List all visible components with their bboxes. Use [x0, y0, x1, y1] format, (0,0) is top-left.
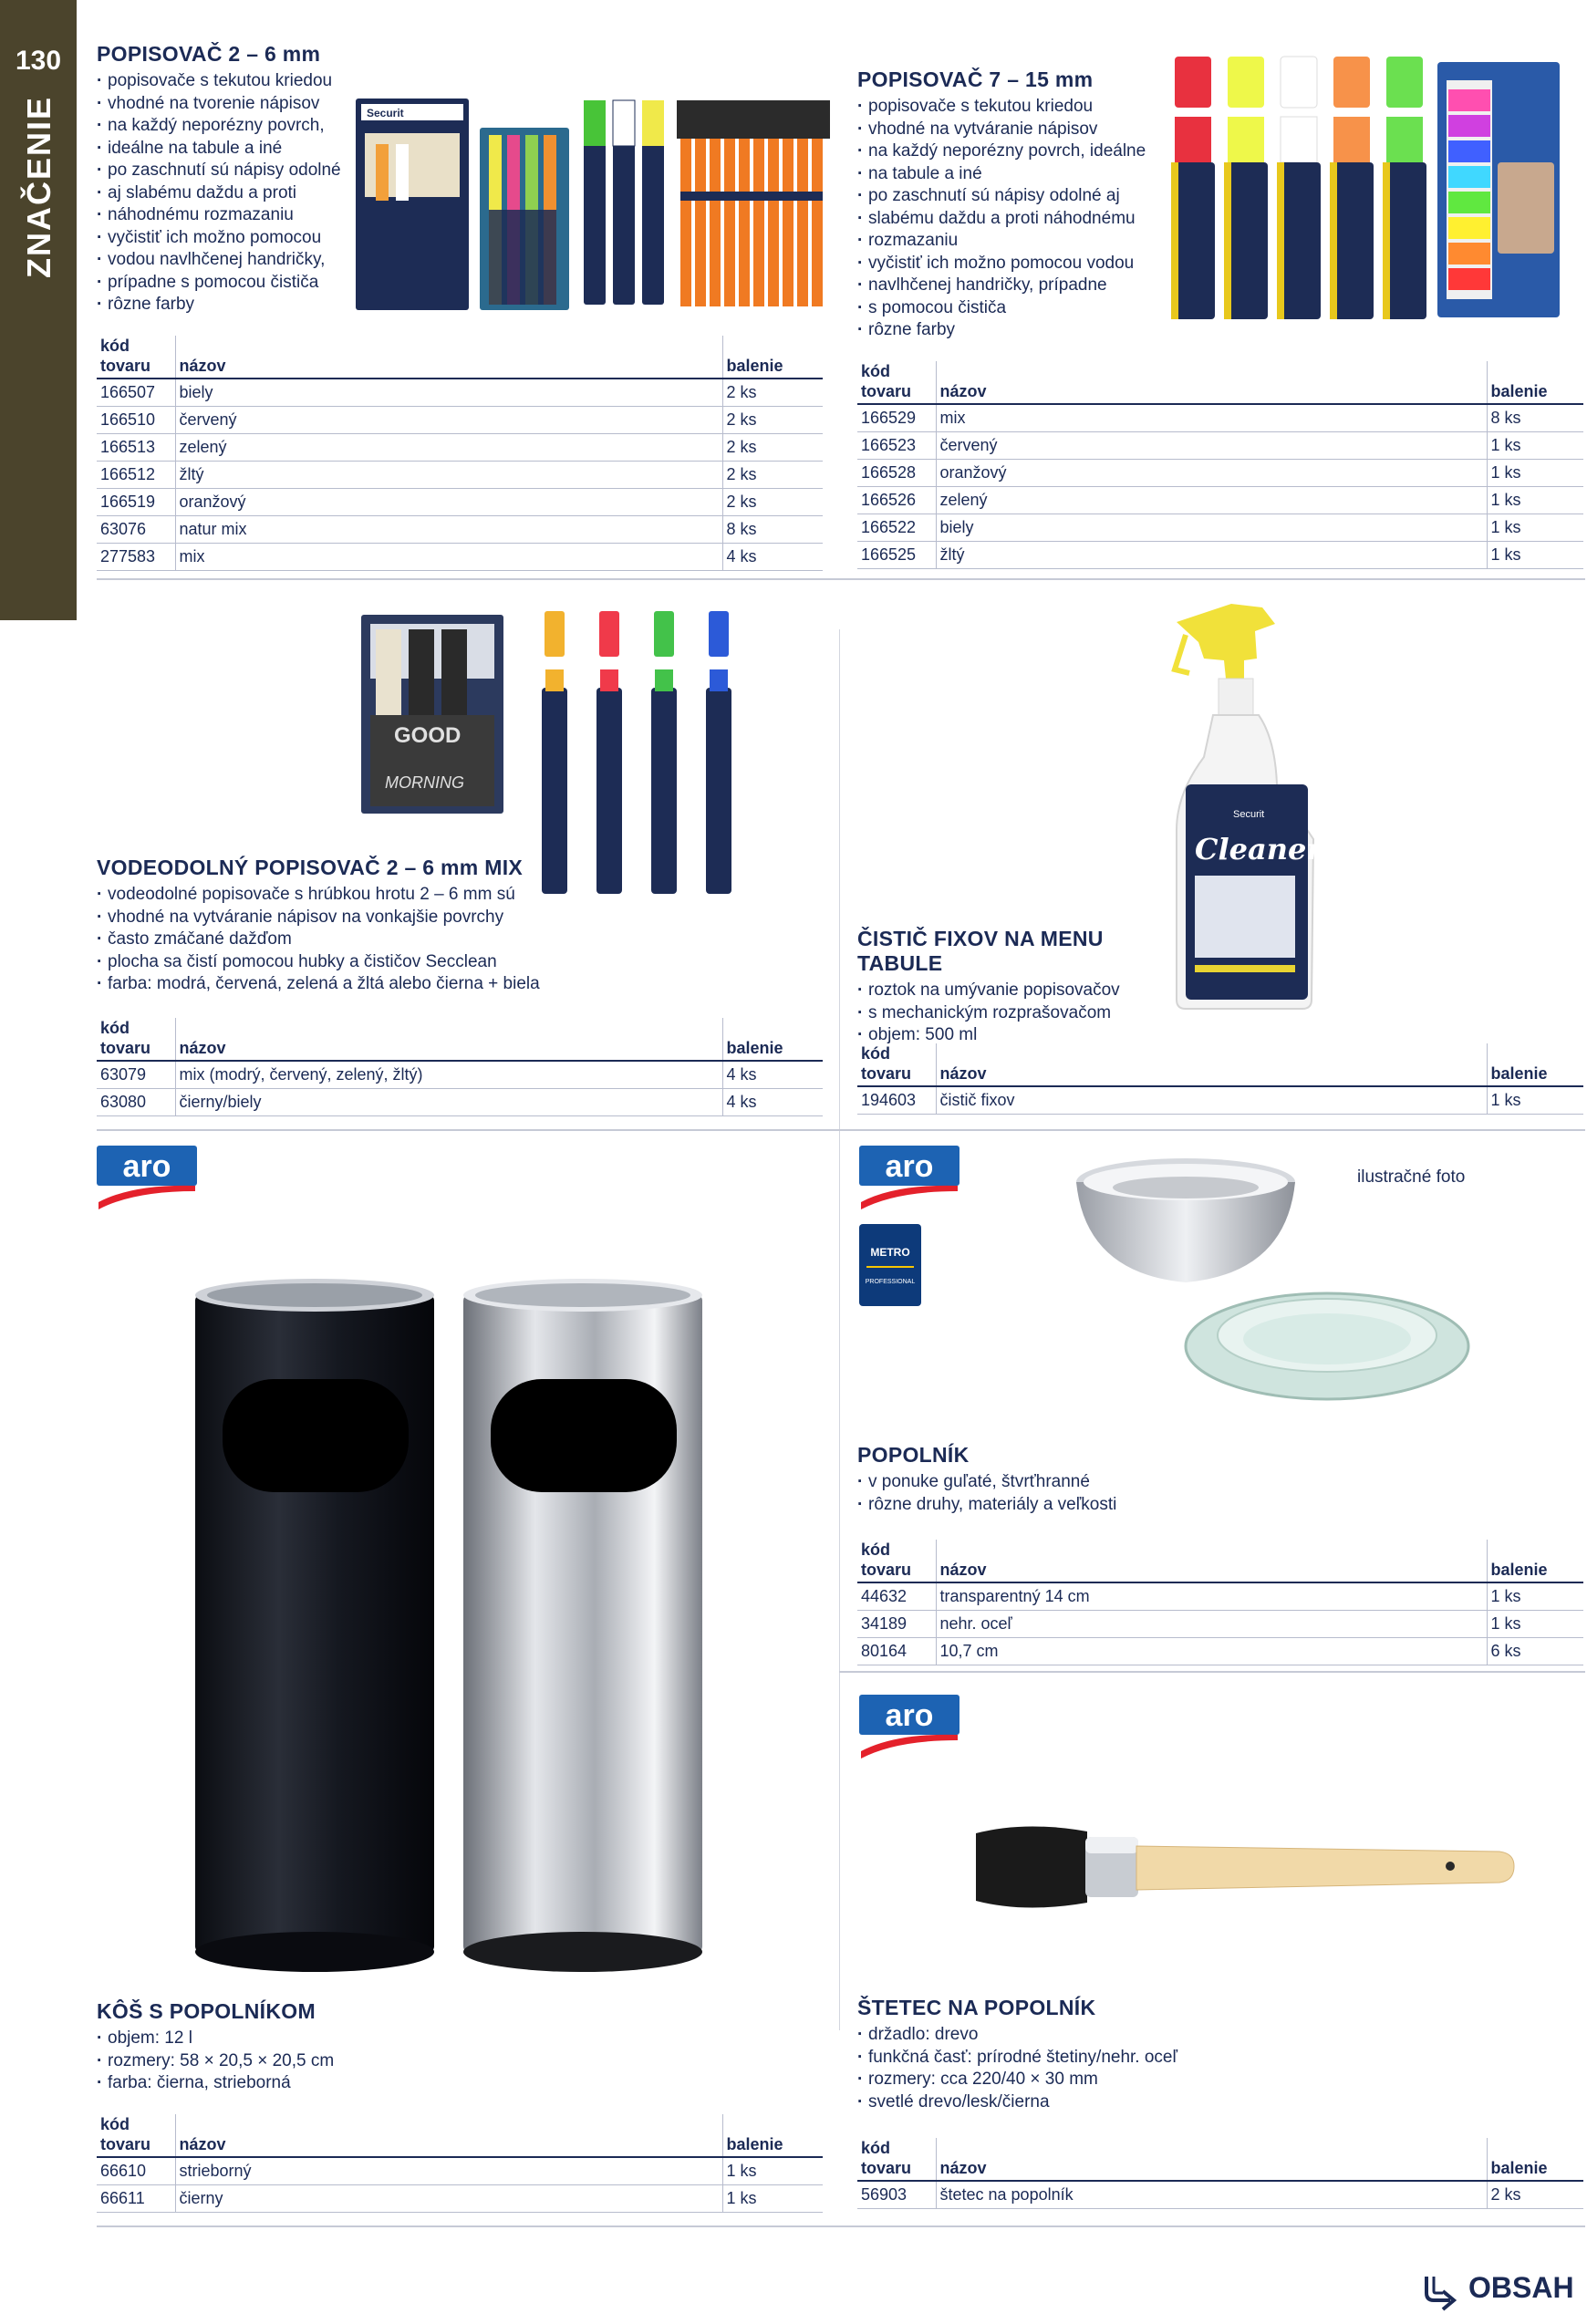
- table-row: [857, 404, 1583, 432]
- table-row: [857, 1638, 1583, 1665]
- bullet-cont: · navlhčenej handričky, prípadne: [857, 275, 1158, 297]
- product-ashtray: [857, 1443, 1313, 1516]
- cell-pack: 1 ks: [1487, 1582, 1583, 1611]
- divider: [97, 1129, 1585, 1131]
- metro-logo: [859, 1224, 921, 1306]
- product-title: POPISOVAČ 2 – 6 mm: [97, 42, 321, 66]
- cleaner-bottle-image: [1167, 602, 1322, 1012]
- contents-label: OBSAH: [1468, 2271, 1574, 2304]
- illustrative-photo-note: ilustračné foto: [1357, 1167, 1466, 1187]
- cell-code: 194603: [857, 1086, 936, 1115]
- table-row: [97, 1061, 823, 1089]
- bullet-cont: · na každý neporézny povrch, ideálne: [857, 140, 1158, 163]
- cell-pack: 2 ks: [722, 434, 823, 462]
- cell-pack: 1 ks: [1487, 1086, 1583, 1115]
- cell-pack: 8 ks: [1487, 404, 1583, 432]
- cell-code: 166528: [857, 460, 936, 487]
- bullet-cont: · rozmazaniu: [857, 230, 1158, 253]
- cell-name: nehr. oceľ: [936, 1611, 1487, 1638]
- product-title: POPISOVAČ 7 – 15 mm: [857, 67, 1094, 91]
- table-row: [97, 516, 823, 544]
- cell-name: mix (modrý, červený, zelený, žltý): [175, 1061, 722, 1089]
- cell-code: 166513: [97, 434, 175, 462]
- product-bullets: [857, 1471, 1313, 1516]
- cell-name: zelený: [936, 487, 1487, 514]
- table-row: [97, 434, 823, 462]
- bullet: · rôzne druhy, materiály a veľkosti: [857, 1494, 1313, 1517]
- product-bullets: [857, 96, 1158, 342]
- column-divider: [839, 629, 840, 2030]
- table-row: [857, 487, 1583, 514]
- brush-image: [970, 1815, 1518, 1925]
- table-row: [857, 1611, 1583, 1638]
- cell-name: žltý: [936, 542, 1487, 569]
- product-table-waterproof: [97, 1018, 823, 1116]
- marker-7-15-image: [1169, 53, 1561, 327]
- bullet: · funkčná časť: prírodné štetiny/nehr. oceľ: [857, 2047, 1332, 2070]
- cell-code: 56903: [857, 2181, 936, 2209]
- col-pack: balenie: [1487, 1043, 1583, 1086]
- bullet: · objem: 500 ml: [857, 1024, 1167, 1047]
- bullet-cont: · s pomocou čističa: [857, 297, 1158, 320]
- bullet-cont: · aj slabému daždu a proti: [97, 182, 352, 205]
- bullet: · popisovače s tekutou kriedou: [857, 96, 1158, 119]
- cell-name: čierny/biely: [175, 1089, 722, 1116]
- product-marker-2-6: [97, 42, 352, 316]
- cell-name: biely: [936, 514, 1487, 542]
- bullet: · v ponuke guľaté, štvrťhranné: [857, 1471, 1313, 1494]
- table-row: [97, 2157, 823, 2185]
- bullet: · po zaschnutí sú nápisy odolné: [97, 160, 352, 182]
- cell-code: 277583: [97, 544, 175, 571]
- cell-pack: 6 ks: [1487, 1638, 1583, 1665]
- product-bullets: [97, 70, 352, 316]
- product-table-marker-7-15: [857, 361, 1583, 569]
- cell-code: 63079: [97, 1061, 175, 1089]
- product-marker-7-15: [857, 67, 1158, 342]
- bullet: · popisovače s tekutou kriedou: [97, 70, 352, 93]
- bullet: · držadlo: drevo: [857, 2024, 1332, 2047]
- cell-code: 80164: [857, 1638, 936, 1665]
- return-arrow-icon: [1423, 2273, 1463, 2311]
- product-bullets: [97, 884, 790, 996]
- table-row: [857, 460, 1583, 487]
- cell-code: 166523: [857, 432, 936, 460]
- table-row: [857, 1582, 1583, 1611]
- svg-text:aro: aro: [122, 1149, 171, 1184]
- bullet: · rozmery: cca 220/40 × 30 mm: [857, 2069, 1332, 2091]
- cell-name: čierny: [175, 2185, 722, 2213]
- cell-code: 166525: [857, 542, 936, 569]
- product-bin: [97, 1999, 553, 2095]
- cell-code: 166529: [857, 404, 936, 432]
- col-code: kód tovaru: [857, 2138, 936, 2181]
- table-row: [857, 1086, 1583, 1115]
- bullet: · plocha sa čistí pomocou hubky a čističov Secclean: [97, 951, 790, 974]
- cell-code: 34189: [857, 1611, 936, 1638]
- bullet: · rozmery: 58 × 20,5 × 20,5 cm: [97, 2050, 553, 2073]
- product-table-ashtray: [857, 1540, 1583, 1665]
- col-pack: balenie: [1487, 2138, 1583, 2181]
- table-row: [97, 544, 823, 571]
- col-code: kód tovaru: [857, 361, 936, 404]
- col-pack: balenie: [1487, 361, 1583, 404]
- col-pack: balenie: [722, 1018, 823, 1061]
- cell-name: žltý: [175, 462, 722, 489]
- cell-pack: 1 ks: [722, 2157, 823, 2185]
- cell-pack: 1 ks: [1487, 432, 1583, 460]
- cell-pack: 2 ks: [722, 489, 823, 516]
- table-row: [97, 2185, 823, 2213]
- cell-pack: 1 ks: [1487, 487, 1583, 514]
- cell-name: červený: [175, 407, 722, 434]
- cell-pack: 4 ks: [722, 544, 823, 571]
- col-name: názov: [936, 1540, 1487, 1582]
- cell-name: oranžový: [175, 489, 722, 516]
- securit-label: Securit: [1233, 809, 1265, 820]
- cell-name: zelený: [175, 434, 722, 462]
- cell-code: 166519: [97, 489, 175, 516]
- cell-pack: 1 ks: [1487, 514, 1583, 542]
- divider: [839, 1671, 1585, 1673]
- cell-name: transparentný 14 cm: [936, 1582, 1487, 1611]
- col-code: kód tovaru: [857, 1540, 936, 1582]
- product-waterproof: [97, 856, 790, 996]
- table-row: [857, 514, 1583, 542]
- bullet-cont: · náhodnému rozmazaniu: [97, 204, 352, 227]
- product-bullets: [857, 2024, 1332, 2113]
- divider: [97, 2225, 1585, 2227]
- cell-name: 10,7 cm: [936, 1638, 1487, 1665]
- cell-name: biely: [175, 379, 722, 407]
- bullet: · po zaschnutí sú nápisy odolné aj: [857, 185, 1158, 208]
- col-pack: balenie: [1487, 1540, 1583, 1582]
- product-cleaner: [857, 927, 1167, 1047]
- cell-name: červený: [936, 432, 1487, 460]
- col-code: kód tovaru: [97, 2114, 175, 2157]
- bullet-cont: · na tabule a iné: [857, 163, 1158, 186]
- marker-2-6-image: [356, 91, 830, 315]
- section-label: ZNAČENIE: [20, 95, 57, 278]
- svg-text:aro: aro: [885, 1149, 934, 1184]
- cell-pack: 1 ks: [722, 2185, 823, 2213]
- cell-pack: 2 ks: [722, 407, 823, 434]
- cell-name: čistič fixov: [936, 1086, 1487, 1115]
- bullet-cont: · ideálne na tabule a iné: [97, 138, 352, 161]
- bullet: · rôzne farby: [857, 319, 1158, 342]
- col-pack: balenie: [722, 336, 823, 379]
- cell-pack: 8 ks: [722, 516, 823, 544]
- cell-name: mix: [936, 404, 1487, 432]
- svg-text:GOOD: GOOD: [394, 723, 462, 748]
- cell-pack: 4 ks: [722, 1089, 823, 1116]
- cell-code: 166526: [857, 487, 936, 514]
- cell-name: strieborný: [175, 2157, 722, 2185]
- product-table-marker-2-6: [97, 336, 823, 571]
- col-name: názov: [175, 2114, 722, 2157]
- aro-logo: [97, 1146, 197, 1209]
- cleaner-label: Cleaner: [1195, 832, 1322, 866]
- cell-name: mix: [175, 544, 722, 571]
- cell-name: natur mix: [175, 516, 722, 544]
- table-row: [97, 407, 823, 434]
- col-code: kód tovaru: [97, 1018, 175, 1061]
- cell-name: oranžový: [936, 460, 1487, 487]
- bullet: · farba: modrá, červená, zelená a žltá alebo čierna + biela: [97, 973, 790, 996]
- col-name: názov: [936, 361, 1487, 404]
- bullet: · rôzne farby: [97, 294, 352, 316]
- cell-pack: 1 ks: [1487, 542, 1583, 569]
- bullet-cont: · vhodné na vytváranie nápisov: [857, 119, 1158, 141]
- divider: [97, 578, 1585, 580]
- cell-code: 63076: [97, 516, 175, 544]
- col-name: názov: [936, 1043, 1487, 1086]
- bullet-cont: · slabému daždu a proti náhodnému: [857, 208, 1158, 231]
- page-number: 130: [15, 46, 62, 76]
- bullet: · vyčistiť ich možno pomocou: [97, 227, 352, 250]
- cell-code: 166507: [97, 379, 175, 407]
- table-row: [97, 462, 823, 489]
- bullet: · svetlé drevo/lesk/čierna: [857, 2091, 1332, 2114]
- metro-sub-label: PROFESSIONAL: [865, 1279, 916, 1285]
- svg-text:MORNING: MORNING: [385, 773, 464, 792]
- product-table-bin: [97, 2114, 823, 2213]
- col-code: kód tovaru: [857, 1043, 936, 1086]
- cell-pack: 2 ks: [722, 379, 823, 407]
- product-brush: [857, 1996, 1332, 2113]
- bullet-cont: · vodou navlhčenej handričky,: [97, 249, 352, 272]
- metro-label: METRO: [870, 1246, 910, 1259]
- contents-link[interactable]: [1423, 2271, 1574, 2313]
- col-pack: balenie: [722, 2114, 823, 2157]
- col-name: názov: [175, 1018, 722, 1061]
- col-code: kód tovaru: [97, 336, 175, 379]
- bullet-cont: · vhodné na vytváranie nápisov na vonkajšie povrchy: [97, 907, 790, 929]
- product-table-cleaner: [857, 1043, 1583, 1115]
- product-title: ČISTIČ FIXOV NA MENU TABULE: [857, 927, 1104, 975]
- bullet: · roztok na umývanie popisovačov: [857, 980, 1167, 1002]
- cell-pack: 1 ks: [1487, 460, 1583, 487]
- cell-code: 63080: [97, 1089, 175, 1116]
- table-row: [97, 379, 823, 407]
- aro-logo: [859, 1695, 959, 1759]
- aro-logo: [859, 1146, 959, 1209]
- bullet: · vodeodolné popisovače s hrúbkou hrotu 2 – 6 mm sú: [97, 884, 790, 907]
- col-name: názov: [936, 2138, 1487, 2181]
- table-row: [857, 2181, 1583, 2209]
- bullet-cont: · na každý neporézny povrch,: [97, 115, 352, 138]
- bullet: · farba: čierna, strieborná: [97, 2072, 553, 2095]
- svg-text:aro: aro: [885, 1698, 934, 1733]
- bullet-cont: · vhodné na tvorenie nápisov: [97, 93, 352, 116]
- product-bullets: [97, 2028, 553, 2095]
- waterproof-marker-image: [358, 606, 741, 897]
- bullet-cont: · s mechanickým rozprašovačom: [857, 1002, 1167, 1025]
- product-title: POPOLNÍK: [857, 1443, 970, 1467]
- cell-pack: 1 ks: [1487, 1611, 1583, 1638]
- col-name: názov: [175, 336, 722, 379]
- cell-code: 66610: [97, 2157, 175, 2185]
- table-row: [857, 432, 1583, 460]
- cell-code: 166510: [97, 407, 175, 434]
- cell-code: 166522: [857, 514, 936, 542]
- product-title: VODEODOLNÝ POPISOVAČ 2 – 6 mm MIX: [97, 856, 524, 879]
- table-row: [97, 1089, 823, 1116]
- securit-label: Securit: [367, 107, 404, 119]
- bullet: · objem: 12 l: [97, 2028, 553, 2050]
- cell-pack: 2 ks: [1487, 2181, 1583, 2209]
- table-row: [857, 542, 1583, 569]
- bullet-cont: · prípadne s pomocou čističa: [97, 272, 352, 295]
- cell-code: 44632: [857, 1582, 936, 1611]
- bullet-cont: · často zmáčané dažďom: [97, 929, 790, 951]
- ash-bins-image: [182, 1277, 711, 1979]
- cell-code: 66611: [97, 2185, 175, 2213]
- cell-pack: 4 ks: [722, 1061, 823, 1089]
- product-table-brush: [857, 2138, 1583, 2209]
- cell-pack: 2 ks: [722, 462, 823, 489]
- section-tab: [0, 0, 77, 620]
- product-title: KÔŠ S POPOLNÍKOM: [97, 1999, 316, 2023]
- table-row: [97, 489, 823, 516]
- cell-code: 166512: [97, 462, 175, 489]
- product-title: ŠTETEC NA POPOLNÍK: [857, 1996, 1096, 2019]
- cell-name: štetec na popolník: [936, 2181, 1487, 2209]
- bullet: · vyčistiť ich možno pomocou vodou: [857, 253, 1158, 275]
- product-bullets: [857, 980, 1167, 1047]
